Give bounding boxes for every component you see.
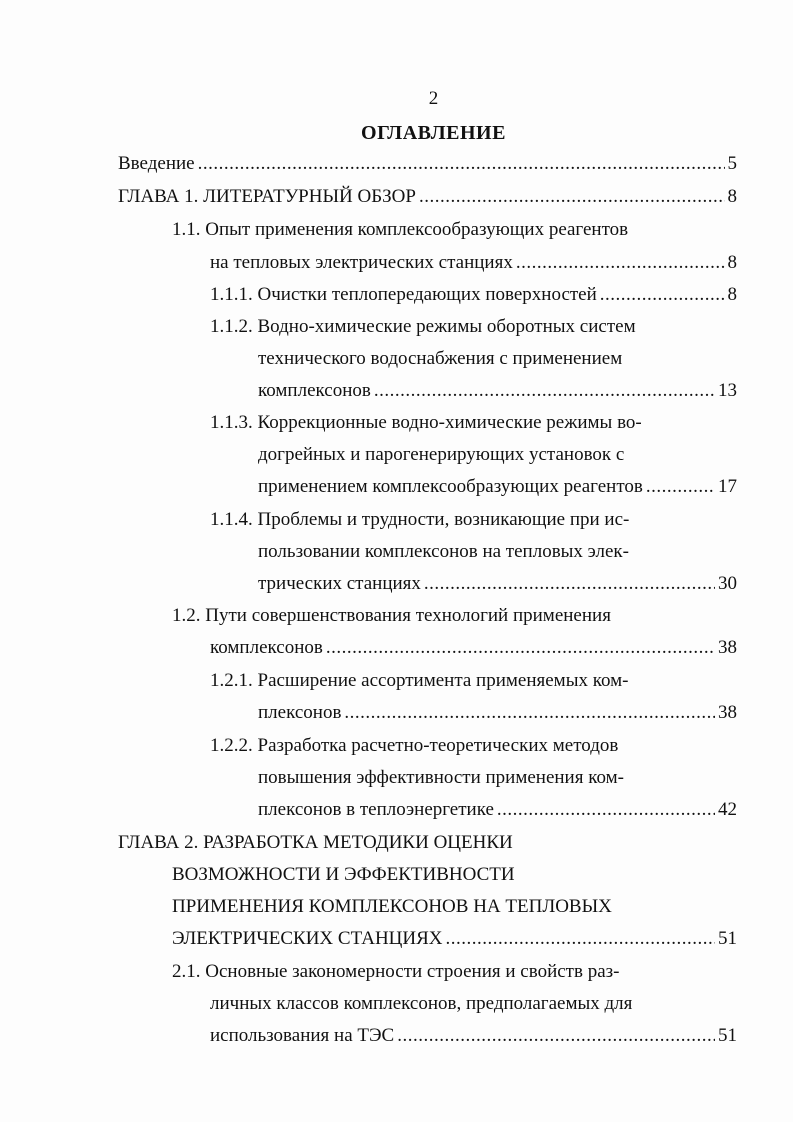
entry-text: 1.1.2. Водно-химические режимы оборотных систем [210,316,636,337]
toc-entry-1-2-1-line2[interactable] [258,699,737,727]
entry-page: 42 [718,799,737,820]
entry-text: 1.1.3. Коррекционные водно-химические режимы во- [210,412,642,433]
dot-leader [419,183,725,211]
dot-leader [397,1022,715,1050]
entry-text: 1.1.1. Очистки теплопередающих поверхностей [210,284,597,305]
entry-text: ГЛАВА 1. ЛИТЕРАТУРНЫЙ ОБЗОР [118,186,416,207]
toc-entry-1-1-line2[interactable] [210,249,737,277]
entry-text: на тепловых электрических станциях [210,252,513,273]
page-number: 2 [428,88,439,109]
toc-entry-chapter-2-line3[interactable] [172,893,612,921]
dot-leader [326,634,715,662]
dot-leader [516,249,725,277]
toc-entry-1-2-2-line3[interactable] [258,796,737,824]
toc-entry-1-1-2-line2[interactable] [258,345,622,373]
entry-text: технического водоснабжения с применением [258,348,623,369]
entry-page: 17 [718,476,737,497]
entry-page: 8 [727,252,737,273]
toc-entry-1-1-4-line2[interactable] [258,538,629,566]
entry-page: 13 [718,380,737,401]
entry-text: ВОЗМОЖНОСТИ И ЭФФЕКТИВНОСТИ [172,864,515,885]
entry-text: пользовании комплексонов на тепловых элек- [258,541,629,562]
toc-entry-chapter-2-line1[interactable] [118,829,513,857]
toc-entry-2-1-line1[interactable] [172,958,619,986]
toc-entry-chapter-1[interactable] [118,183,737,211]
entry-page: 51 [718,928,737,949]
dot-leader [424,570,715,598]
entry-text: 1.2. Пути совершенствования технологий применения [172,605,611,626]
entry-text: 1.2.2. Разработка расчетно-теоретических методов [210,735,619,756]
toc-entry-1-1-4-line1[interactable] [210,506,629,534]
dot-leader [198,150,725,178]
entry-page: 38 [718,637,737,658]
entry-page: 8 [727,284,737,305]
entry-text: повышения эффективности применения ком- [258,767,624,788]
toc-entry-1-2-line2[interactable] [210,634,737,662]
entry-page: 38 [718,702,737,723]
dot-leader [497,796,715,824]
entry-text: ПРИМЕНЕНИЯ КОМПЛЕКСОНОВ НА ТЕПЛОВЫХ [172,896,612,917]
toc-entry-1-1-2-line1[interactable] [210,313,636,341]
entry-text: 1.2.1. Расширение ассортимента применяемых ком- [210,670,629,691]
entry-text: догрейных и парогенерирующих установок с [258,444,625,465]
dot-leader [600,281,725,309]
dot-leader [374,377,715,405]
entry-text: 1.1. Опыт применения комплексообразующих реагентов [172,219,629,240]
entry-text: плексонов [258,702,342,723]
entry-text: комплексонов [258,380,371,401]
dot-leader [446,925,715,953]
toc-entry-1-1-2-line3[interactable] [258,377,737,405]
entry-text: 2.1. Основные закономерности строения и свойств раз- [172,961,620,982]
entry-text: Введение [118,153,195,174]
entry-page: 8 [727,186,737,207]
entry-page: 5 [727,153,737,174]
toc-entry-1-1-4-line3[interactable] [258,570,737,598]
toc-entry-introduction[interactable] [118,150,737,178]
toc-entry-chapter-2-line4[interactable] [172,925,737,953]
dot-leader [646,473,715,501]
entry-text: комплексонов [210,637,323,658]
toc-entry-1-2-1-line1[interactable] [210,667,628,695]
toc-title: ОГЛАВЛЕНИЕ [361,122,506,144]
entry-text: 1.1.4. Проблемы и трудности, возникающие при ис- [210,509,630,530]
entry-page: 30 [718,573,737,594]
toc-entry-1-1-3-line3[interactable] [258,473,737,501]
toc-entry-1-2-2-line2[interactable] [258,764,624,792]
toc-entry-1-2-2-line1[interactable] [210,732,618,760]
entry-page: 51 [718,1025,737,1046]
toc-entry-1-1-line1[interactable] [172,216,628,244]
toc-entry-chapter-2-line2[interactable] [172,861,515,889]
entry-text: личных классов комплексонов, предполагаемых для [210,993,633,1014]
toc-entry-2-1-line2[interactable] [210,990,632,1018]
entry-text: плексонов в теплоэнергетике [258,799,494,820]
entry-text: трических станциях [258,573,421,594]
entry-text: применением комплексообразующих реагентов [258,476,643,497]
dot-leader [344,699,715,727]
toc-entry-2-1-line3[interactable] [210,1022,737,1050]
entry-text: ЭЛЕКТРИЧЕСКИХ СТАНЦИЯХ [172,928,443,949]
toc-entry-1-1-3-line2[interactable] [258,441,624,469]
toc-entry-1-1-1[interactable] [210,281,737,309]
toc-entry-1-1-3-line1[interactable] [210,409,642,437]
toc-entry-1-2-line1[interactable] [172,602,611,630]
entry-text: ГЛАВА 2. РАЗРАБОТКА МЕТОДИКИ ОЦЕНКИ [118,832,513,853]
entry-text: использования на ТЭС [210,1025,395,1046]
